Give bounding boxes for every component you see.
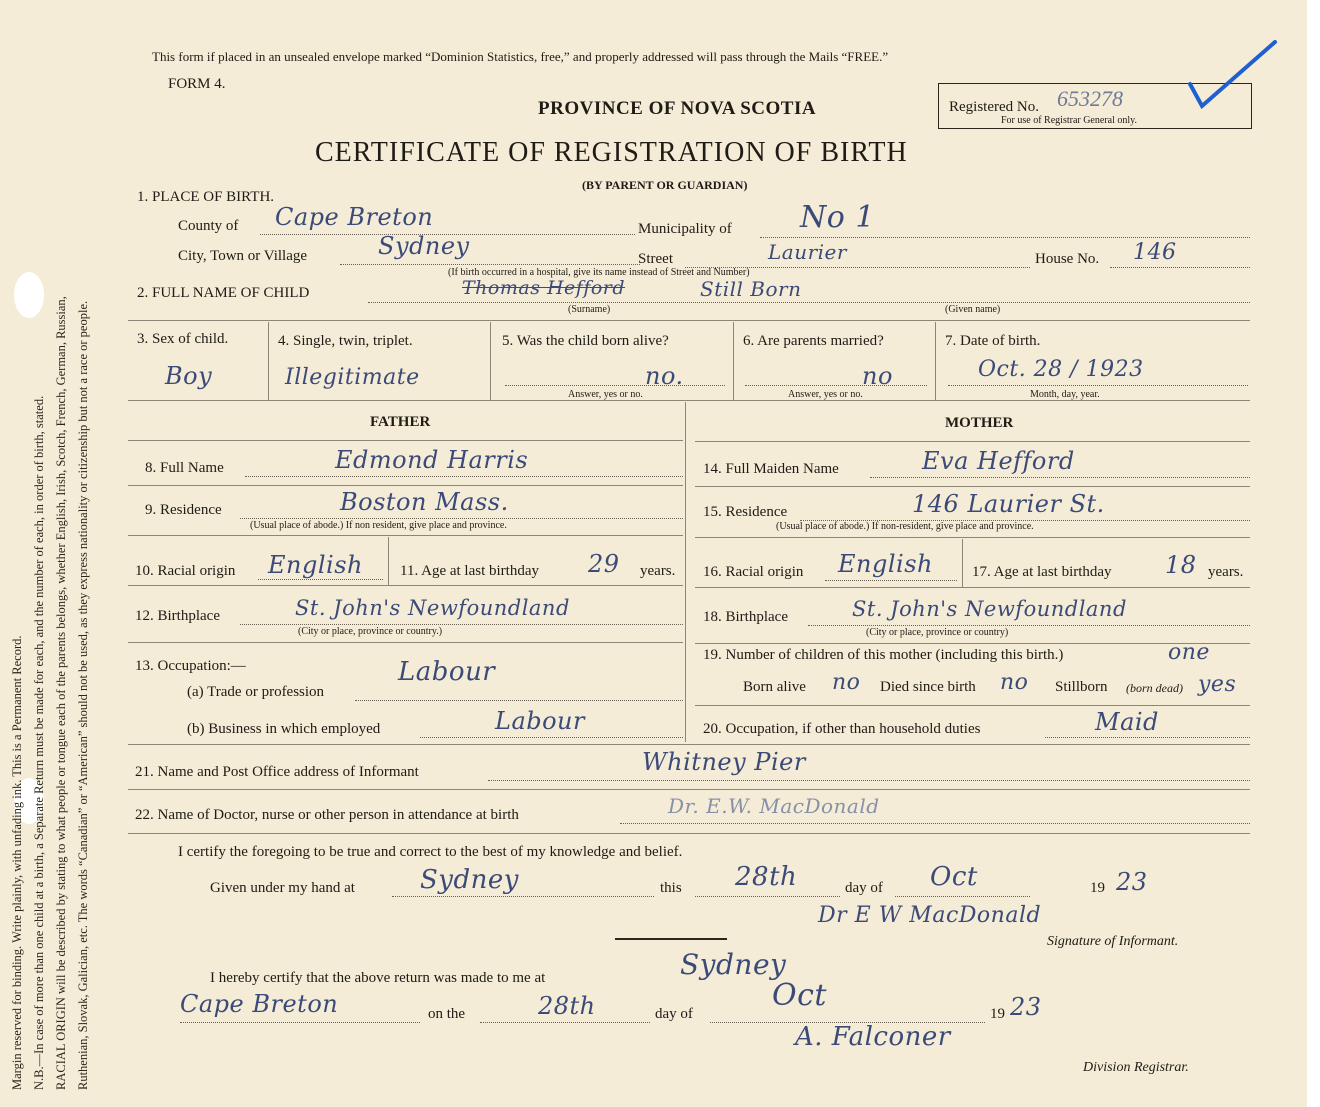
- registrar-day-of-label: day of: [655, 1006, 693, 1022]
- doctor-label: 22. Name of Doctor, nurse or other person in attendance at birth: [135, 807, 519, 823]
- county-value: Cape Breton: [275, 203, 434, 231]
- registered-number: 653278: [1057, 86, 1123, 111]
- sex-value: Boy: [165, 362, 213, 390]
- mother-heading: MOTHER: [945, 415, 1014, 431]
- county-label: County of: [178, 218, 239, 234]
- city-value: Sydney: [378, 232, 470, 260]
- parents-married-value: no: [862, 362, 893, 390]
- city-label: City, Town or Village: [178, 248, 308, 264]
- house-value: 146: [1133, 240, 1177, 265]
- margin-instructions: [6, 10, 94, 1090]
- registrar-on-the-label: on the: [428, 1006, 466, 1022]
- business-value: Labour: [495, 707, 585, 735]
- registrar-year-suffix: 23: [1010, 993, 1042, 1021]
- born-alive-value: no.: [645, 362, 684, 390]
- registrar-place: Sydney: [680, 948, 787, 981]
- date-of-birth-note: Month, day, year.: [1030, 389, 1100, 400]
- trade-value: Labour: [398, 657, 496, 687]
- registrar-signature-label: Division Registrar.: [1083, 1060, 1189, 1075]
- surname-note: (Surname): [568, 304, 611, 315]
- mother-years-label: years.: [1208, 564, 1244, 580]
- parents-married-note: Answer, yes or no.: [788, 389, 863, 400]
- stillborn-value: yes: [1198, 672, 1237, 697]
- father-city-note: (City or place, province or country.): [298, 626, 443, 637]
- mother-abode-note: (Usual place of abode.) If non-resident, give place and province.: [776, 521, 1034, 532]
- mother-residence-label: 15. Residence: [703, 504, 788, 520]
- informant-label: 21. Name and Post Office address of Informant: [135, 764, 419, 780]
- father-age-label: 11. Age at last birthday: [400, 563, 539, 579]
- mail-notice: This form if placed in an unsealed envelope marked “Dominion Statistics, free,” and properly addressed will pass through the Mails “FREE.”: [152, 49, 889, 64]
- sex-label: 3. Sex of child.: [137, 331, 229, 347]
- mother-city-note: (City or place, province or country): [866, 627, 1009, 638]
- registrar-statement: I hereby certify that the above return was made to me at: [210, 970, 546, 986]
- mother-birthplace-label: 18. Birthplace: [703, 609, 788, 625]
- father-birthplace-value: St. John's Newfoundland: [295, 596, 570, 620]
- mother-age-label: 17. Age at last birthday: [972, 564, 1112, 580]
- form-number: FORM 4.: [168, 76, 226, 92]
- father-name-value: Edmond Harris: [335, 446, 529, 474]
- margin-line: RACIAL ORIGIN will be described by stating to what people or tongue each of the parents belongs, whether English, Irish, Scotch, French, German, Russian,: [54, 296, 68, 1090]
- informant-value: Whitney Pier: [642, 748, 806, 776]
- municipality-label: Municipality of: [638, 221, 732, 237]
- given-name-note: (Given name): [945, 304, 1001, 315]
- certify-day-of-label: day of: [845, 880, 883, 896]
- province-heading: PROVINCE OF NOVA SCOTIA: [538, 98, 817, 119]
- street-label: Street: [638, 251, 673, 267]
- registrar-year-prefix: 19: [990, 1006, 1005, 1022]
- certify-place: Sydney: [420, 865, 519, 895]
- father-birthplace-label: 12. Birthplace: [135, 608, 220, 624]
- mother-name-label: 14. Full Maiden Name: [703, 461, 839, 477]
- municipality-value: No 1: [800, 200, 875, 235]
- single-twin-label: 4. Single, twin, triplet.: [278, 333, 413, 349]
- registrar-signature: A. Falconer: [795, 1022, 951, 1052]
- registrar-county: Cape Breton: [180, 990, 339, 1018]
- mother-age-value: 18: [1165, 551, 1197, 579]
- hospital-note: (If birth occurred in a hospital, give its name instead of Street and Number): [448, 267, 750, 278]
- born-alive-count-label: Born alive: [743, 679, 806, 695]
- died-since-birth-label: Died since birth: [880, 679, 976, 695]
- father-racial-value: English: [268, 551, 363, 579]
- certificate-subtitle: (BY PARENT OR GUARDIAN): [582, 178, 748, 192]
- children-count-value: one: [1168, 640, 1210, 665]
- child-given-name: Still Born: [700, 277, 802, 301]
- place-of-birth-label: 1. PLACE OF BIRTH.: [137, 189, 275, 205]
- registrar-day: 28th: [538, 992, 596, 1020]
- born-alive-label: 5. Was the child born alive?: [502, 333, 669, 349]
- given-under-hand-label: Given under my hand at: [210, 880, 355, 896]
- date-of-birth-label: 7. Date of birth.: [945, 333, 1041, 349]
- died-since-birth-value: no: [1000, 670, 1029, 695]
- certify-year-prefix: 19: [1090, 880, 1105, 896]
- certificate-title: CERTIFICATE OF REGISTRATION OF BIRTH: [315, 137, 908, 168]
- born-alive-count-value: no: [832, 670, 861, 695]
- mother-name-value: Eva Hefford: [922, 447, 1075, 475]
- certify-statement: I certify the foregoing to be true and correct to the best of my knowledge and belief.: [178, 844, 683, 860]
- parents-married-label: 6. Are parents married?: [743, 333, 884, 349]
- checkmark-icon: [1180, 36, 1280, 116]
- informant-signature-label: Signature of Informant.: [1047, 934, 1179, 949]
- certify-this-label: this: [660, 880, 682, 896]
- father-abode-note: (Usual place of abode.) If non resident, give place and province.: [250, 520, 507, 531]
- stillborn-label: Stillborn: [1055, 679, 1108, 695]
- stillborn-note: (born dead): [1126, 681, 1183, 695]
- doctor-value: Dr. E.W. MacDonald: [668, 794, 880, 818]
- mother-residence-value: 146 Laurier St.: [912, 490, 1105, 518]
- mother-occupation-label: 20. Occupation, if other than household duties: [703, 721, 981, 737]
- registrar-month: Oct: [772, 978, 827, 1013]
- father-name-label: 8. Full Name: [145, 460, 224, 476]
- father-heading: FATHER: [370, 414, 431, 430]
- born-alive-note: Answer, yes or no.: [568, 389, 643, 400]
- mother-birthplace-value: St. John's Newfoundland: [852, 597, 1127, 621]
- certify-day: 28th: [735, 862, 798, 892]
- father-occupation-label: 13. Occupation:—: [135, 658, 246, 674]
- business-label: (b) Business in which employed: [187, 721, 381, 737]
- margin-line: Ruthenian, Slovak, Galician, etc. The words “Canadian” or “American” should not be used, as they express nationality or citizenship but not a race or people.: [76, 300, 90, 1090]
- mother-racial-value: English: [838, 550, 933, 578]
- father-age-value: 29: [588, 550, 620, 578]
- date-of-birth-value: Oct. 28 / 1923: [978, 357, 1144, 382]
- father-years-label: years.: [640, 563, 676, 579]
- house-label: House No.: [1035, 251, 1100, 267]
- registrar-note: For use of Registrar General only.: [1001, 115, 1137, 126]
- street-value: Laurier: [768, 240, 847, 264]
- father-racial-label: 10. Racial origin: [135, 563, 236, 579]
- father-residence-label: 9. Residence: [145, 502, 222, 518]
- father-residence-value: Boston Mass.: [340, 488, 509, 516]
- mother-racial-label: 16. Racial origin: [703, 564, 804, 580]
- certify-month: Oct: [930, 862, 978, 892]
- informant-signature: Dr E W MacDonald: [818, 903, 1042, 928]
- registered-label: Registered No.: [949, 99, 1039, 115]
- child-surname: Thomas Hefford: [462, 277, 626, 299]
- margin-line: Margin reserved for binding. Write plainly, with unfading ink. This is a Permanent Record.: [10, 635, 24, 1090]
- trade-label: (a) Trade or profession: [187, 684, 325, 700]
- children-count-label: 19. Number of children of this mother (including this birth.): [703, 647, 1064, 663]
- certify-year-suffix: 23: [1116, 868, 1148, 896]
- mother-occupation-value: Maid: [1095, 708, 1159, 736]
- margin-line: N.B.—In case of more than one child at a birth, a Separate Return must be made for each, and the number of each, in order of birth, stated.: [32, 395, 46, 1090]
- child-name-label: 2. FULL NAME OF CHILD: [137, 285, 310, 301]
- single-twin-value: Illegitimate: [285, 365, 420, 390]
